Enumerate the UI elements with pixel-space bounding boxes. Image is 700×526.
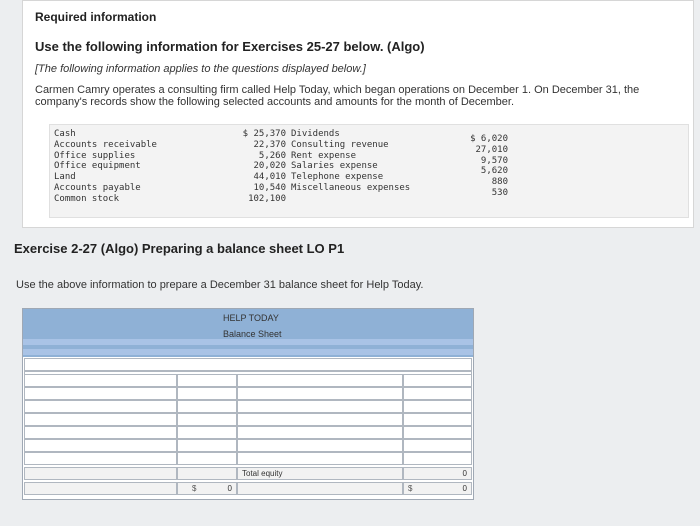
account-name: Office supplies xyxy=(54,150,136,161)
liability-amount-input[interactable] xyxy=(403,400,472,413)
asset-amount-input[interactable] xyxy=(177,452,237,465)
asset-label-input[interactable] xyxy=(24,426,177,439)
asset-label-input[interactable] xyxy=(24,452,177,465)
total-assets-value: 0 xyxy=(227,484,232,493)
accounts-list xyxy=(49,124,689,218)
liability-label-input[interactable] xyxy=(237,374,403,387)
right-account-names xyxy=(291,129,410,194)
total-liabilities-equity-cell xyxy=(403,482,472,495)
balance-sheet-subtitle: Balance Sheet xyxy=(223,329,282,339)
account-amount: 530 xyxy=(491,187,508,198)
account-amount: 44,010 xyxy=(253,172,286,183)
dollar-sign: $ xyxy=(408,484,413,493)
liability-amount-input[interactable] xyxy=(403,413,472,426)
account-amount: 22,370 xyxy=(253,139,286,150)
account-amount: 5,620 xyxy=(480,166,508,177)
account-name: Office equipment xyxy=(54,161,141,172)
account-name: Common stock xyxy=(54,193,120,204)
header-band xyxy=(23,339,473,345)
account-amount: 102,100 xyxy=(248,193,286,204)
equity-label-input[interactable] xyxy=(237,452,403,465)
left-account-names xyxy=(54,129,157,205)
asset-label-input[interactable] xyxy=(24,387,177,400)
account-amount: 27,010 xyxy=(475,144,508,155)
balance-sheet-company: HELP TODAY xyxy=(223,313,279,323)
required-information-title: Required information xyxy=(35,10,157,24)
blank-cell xyxy=(237,482,403,495)
liability-amount-input[interactable] xyxy=(403,387,472,400)
account-name: Cash xyxy=(54,129,76,139)
account-amount: 880 xyxy=(491,177,508,188)
total-liabilities-equity-value: 0 xyxy=(462,484,467,493)
header-band xyxy=(23,349,473,355)
total-equity-label-cell xyxy=(237,467,403,480)
exercise-title: Exercise 2-27 (Algo) Preparing a balance sheet LO P1 xyxy=(14,241,345,256)
account-name: Consulting revenue xyxy=(291,139,389,150)
liability-label-input[interactable] xyxy=(237,413,403,426)
liability-amount-input[interactable] xyxy=(403,426,472,439)
asset-label-input[interactable] xyxy=(24,413,177,426)
total-equity-amount-cell xyxy=(403,467,472,480)
dollar-sign: $ xyxy=(192,484,197,493)
balance-sheet-row-input[interactable] xyxy=(24,358,472,371)
asset-label-input[interactable] xyxy=(24,374,177,387)
asset-label-input[interactable] xyxy=(24,439,177,452)
exercise-instruction: Use the above information to prepare a December 31 balance sheet for Help Today. xyxy=(16,279,424,291)
account-amount: 5,260 xyxy=(258,150,286,161)
blank-cell xyxy=(24,482,177,495)
use-information-heading: Use the following information for Exercises 25-27 below. (Algo) xyxy=(35,39,425,54)
account-name: Rent expense xyxy=(291,150,357,161)
right-account-amounts xyxy=(448,134,508,199)
liability-label-input[interactable] xyxy=(237,387,403,400)
asset-label-input[interactable] xyxy=(24,400,177,413)
account-name: Accounts receivable xyxy=(54,139,157,150)
account-name: Accounts payable xyxy=(54,182,141,193)
total-equity-label: Total equity xyxy=(242,469,283,478)
account-name: Telephone expense xyxy=(291,172,384,183)
total-equity-value: 0 xyxy=(462,469,467,478)
account-amount: $ 6,020 xyxy=(470,134,508,144)
asset-amount-input[interactable] xyxy=(177,400,237,413)
account-amount: 20,020 xyxy=(253,161,286,172)
liability-label-input[interactable] xyxy=(237,426,403,439)
account-amount: 10,540 xyxy=(253,182,286,193)
blank-cell xyxy=(24,467,177,480)
asset-amount-input[interactable] xyxy=(177,439,237,452)
left-account-amounts xyxy=(224,129,286,205)
balance-sheet-worksheet xyxy=(22,308,474,500)
asset-amount-input[interactable] xyxy=(177,426,237,439)
info-note: [The following information applies to the questions displayed below.] xyxy=(35,63,366,75)
asset-amount-input[interactable] xyxy=(177,374,237,387)
account-amount: $ 25,370 xyxy=(242,129,286,139)
asset-amount-input[interactable] xyxy=(177,413,237,426)
asset-amount-input[interactable] xyxy=(177,387,237,400)
blank-cell xyxy=(177,467,237,480)
account-name: Land xyxy=(54,172,76,183)
liability-label-input[interactable] xyxy=(237,400,403,413)
liability-amount-input[interactable] xyxy=(403,374,472,387)
account-name: Dividends xyxy=(291,129,340,139)
liability-amount-input[interactable] xyxy=(403,439,472,452)
total-assets-cell xyxy=(177,482,237,495)
account-name: Miscellaneous expenses xyxy=(291,182,411,193)
account-name: Salaries expense xyxy=(291,161,378,172)
equity-amount-input[interactable] xyxy=(403,452,472,465)
required-information-panel xyxy=(22,0,694,228)
info-description: Carmen Camry operates a consulting firm called Help Today, which began operations on December 1. On December 31, the company's records show the following selected accounts and amounts for the month of December. xyxy=(35,84,640,108)
liability-label-input[interactable] xyxy=(237,439,403,452)
account-amount: 9,570 xyxy=(480,155,508,166)
